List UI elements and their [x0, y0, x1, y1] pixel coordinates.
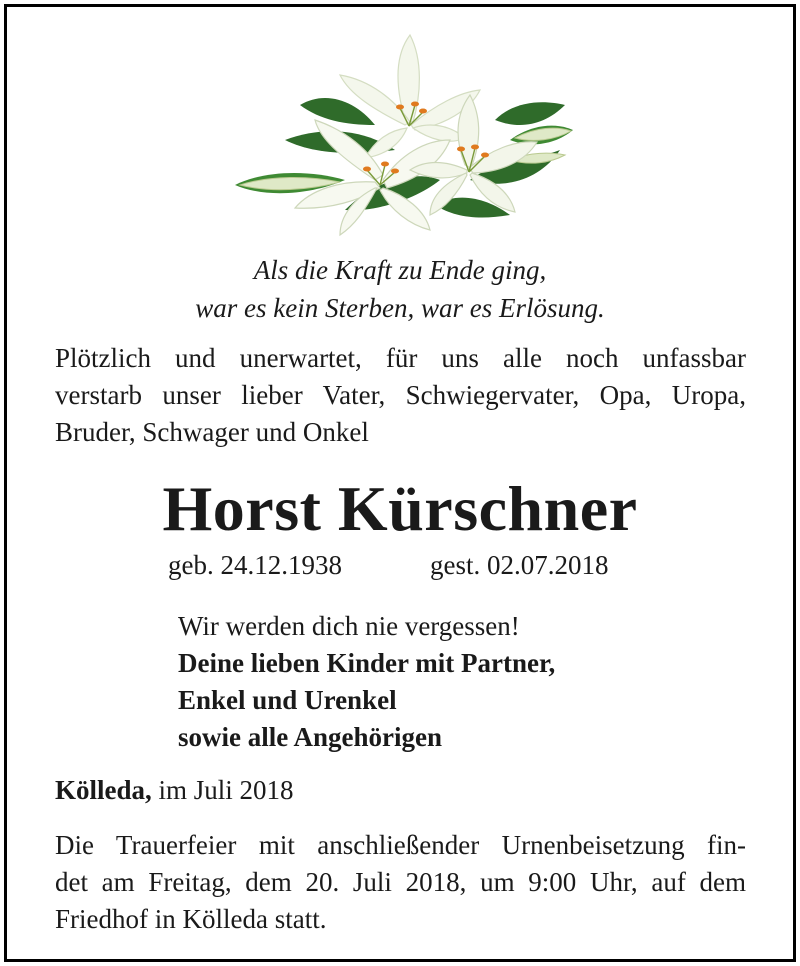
intro-line-3: Bruder, Schwager und Onkel	[55, 417, 369, 447]
place-and-date	[55, 775, 294, 806]
poem-line-2: war es kein Sterben, war es Erlösung.	[195, 293, 605, 323]
family-line-1: Deine lieben Kinder mit Partner,	[178, 648, 556, 678]
family-line-3: sowie alle Angehörigen	[178, 722, 442, 752]
death-date: gest. 02.07.2018	[430, 550, 609, 580]
funeral-line-1: Die Trauerfeier mit anschließender Urnenbeisetzung fin-	[55, 830, 746, 860]
intro-text	[55, 340, 746, 451]
farewell-block	[178, 608, 555, 756]
intro-line-1: Plötzlich und unerwartet, für uns alle noch unfassbar	[55, 343, 746, 373]
funeral-line-2: det am Freitag, dem 20. Juli 2018, um 9:00 Uhr, auf dem	[55, 867, 746, 897]
poem-line-1: Als die Kraft zu Ende ging,	[253, 255, 547, 285]
funeral-line-3: Friedhof in Kölleda statt.	[55, 904, 327, 934]
lily-bouquet-icon	[225, 30, 575, 240]
deceased-name: Horst Kürschner	[162, 473, 638, 544]
place-date: im Juli 2018	[158, 775, 294, 805]
place-city: Kölleda,	[55, 775, 152, 805]
intro-line-2: verstarb unser lieber Vater, Schwiegervater, Opa, Uropa,	[55, 380, 746, 410]
farewell-message: Wir werden dich nie vergessen!	[178, 611, 520, 641]
birth-date: geb. 24.12.1938	[168, 550, 342, 580]
family-line-2: Enkel und Urenkel	[178, 685, 397, 715]
funeral-notice	[55, 827, 746, 938]
